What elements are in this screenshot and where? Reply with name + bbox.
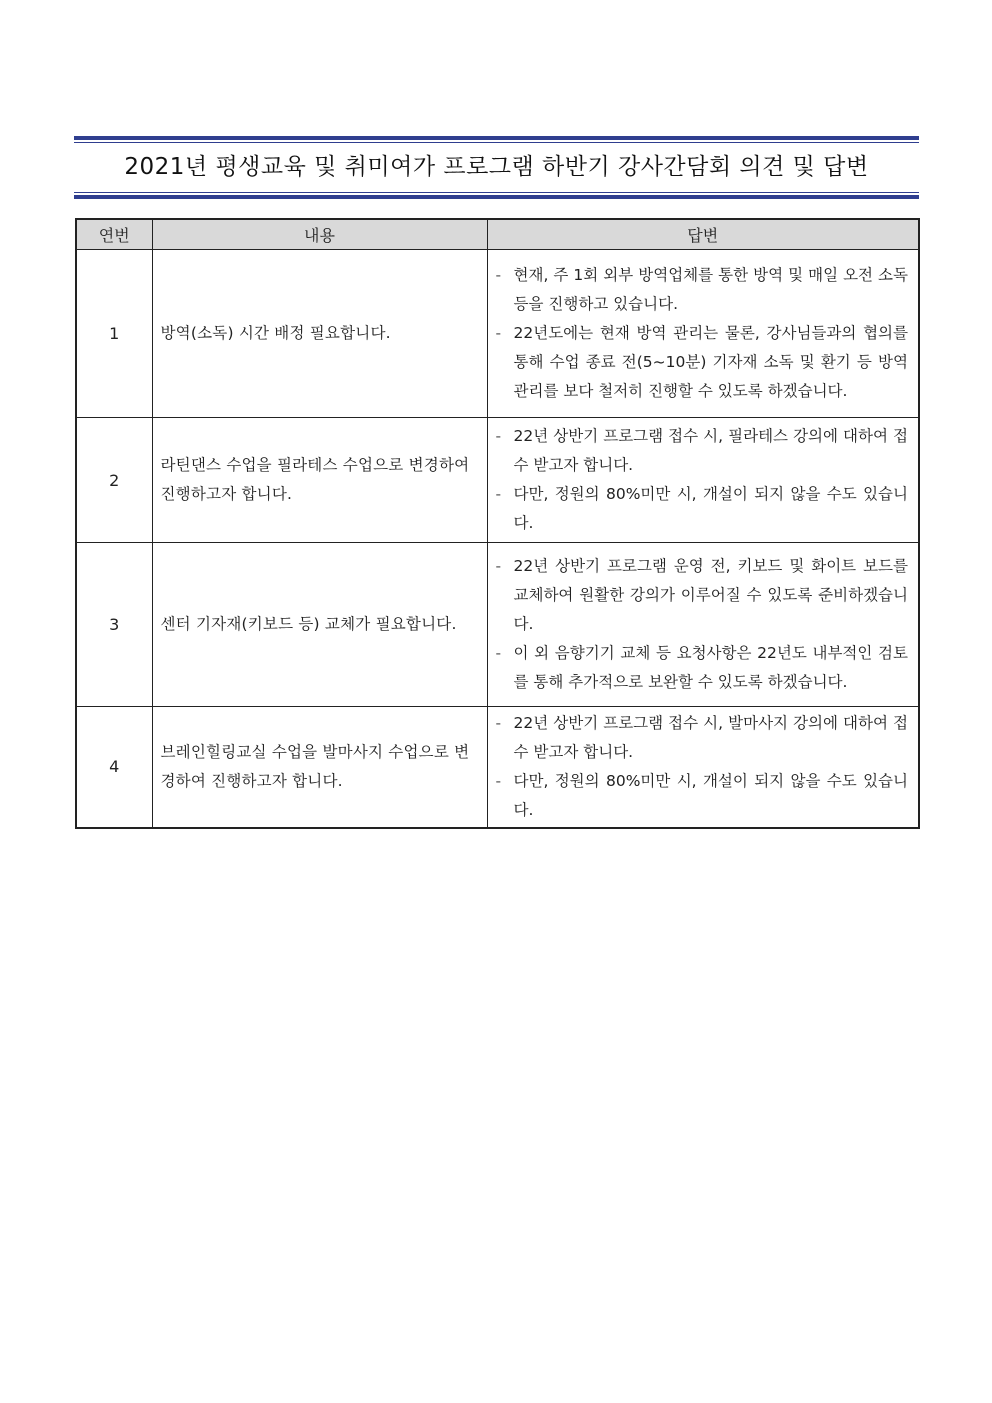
dash-marker: - xyxy=(495,771,502,790)
table-header-row xyxy=(76,219,919,250)
title-block xyxy=(74,136,919,199)
header-number: 연번 xyxy=(76,219,152,250)
dash-marker: - xyxy=(495,557,502,575)
answer-item xyxy=(496,261,909,319)
row-content: 라틴댄스 수업을 필라테스 수업으로 변경하여 진행하고자 합니다. xyxy=(152,418,487,543)
dash-marker: - xyxy=(495,644,502,662)
qa-table xyxy=(75,218,920,829)
row-content: 방역(소독) 시간 배정 필요합니다. xyxy=(152,250,487,418)
row-answer xyxy=(487,543,919,707)
row-answer xyxy=(487,418,919,543)
dash-marker: - xyxy=(495,324,502,342)
answer-text: 22년 상반기 프로그램 운영 전, 키보드 및 화이트 보드를 교체하여 원활한 강의가 이루어질 수 있도록 준비하겠습니다. xyxy=(513,557,908,633)
answer-text: 22년도에는 현재 방역 관리는 물론, 강사님들과의 협의를 통해 수업 종료 전(5~10분) 기자재 소독 및 환기 등 방역 관리를 보다 철저히 진행할 수 있도록 하겠습니다. xyxy=(513,324,908,400)
answer-text: 22년 상반기 프로그램 접수 시, 필라테스 강의에 대하여 접수 받고자 합니다. xyxy=(513,427,908,474)
title-rule-bottom xyxy=(74,195,919,199)
answer-item xyxy=(496,639,909,697)
row-answer xyxy=(487,250,919,418)
answer-text: 이 외 음향기기 교체 등 요청사항은 22년도 내부적인 검토를 통해 추가적으로 보완할 수 있도록 하겠습니다. xyxy=(513,644,908,691)
table-row xyxy=(76,543,919,707)
header-answer: 답변 xyxy=(487,219,919,250)
title-rule-top xyxy=(74,136,919,140)
answer-item xyxy=(496,319,909,406)
table-row xyxy=(76,707,919,828)
row-number: 1 xyxy=(76,250,152,418)
table-row xyxy=(76,418,919,543)
dash-marker: - xyxy=(495,266,502,284)
answer-item xyxy=(496,422,909,480)
answer-text: 22년 상반기 프로그램 접수 시, 발마사지 강의에 대하여 접수 받고자 합니다. xyxy=(513,713,908,761)
row-answer xyxy=(487,707,919,828)
document-title: 2021년 평생교육 및 취미여가 프로그램 하반기 강사간담회 의견 및 답변 xyxy=(124,154,869,180)
table-row xyxy=(76,250,919,418)
row-content: 센터 기자재(키보드 등) 교체가 필요합니다. xyxy=(152,543,487,707)
dash-marker: - xyxy=(495,427,502,445)
row-number: 4 xyxy=(76,707,152,828)
dash-marker: - xyxy=(495,485,502,503)
answer-item xyxy=(496,552,909,639)
answer-item xyxy=(496,480,909,538)
row-number: 3 xyxy=(76,543,152,707)
title-rule-bottom-thin xyxy=(74,192,919,193)
answer-text: 다만, 정원의 80%미만 시, 개설이 되지 않을 수도 있습니다. xyxy=(513,485,908,532)
header-content: 내용 xyxy=(152,219,487,250)
dash-marker: - xyxy=(495,713,502,732)
answer-text: 현재, 주 1회 외부 방역업체를 통한 방역 및 매일 오전 소독 등을 진행하고 있습니다. xyxy=(513,266,908,313)
answer-text: 다만, 정원의 80%미만 시, 개설이 되지 않을 수도 있습니다. xyxy=(513,771,908,819)
answer-item xyxy=(496,709,909,767)
answer-item xyxy=(496,767,909,825)
row-number: 2 xyxy=(76,418,152,543)
row-content: 브레인힐링교실 수업을 발마사지 수업으로 변경하여 진행하고자 합니다. xyxy=(152,707,487,828)
